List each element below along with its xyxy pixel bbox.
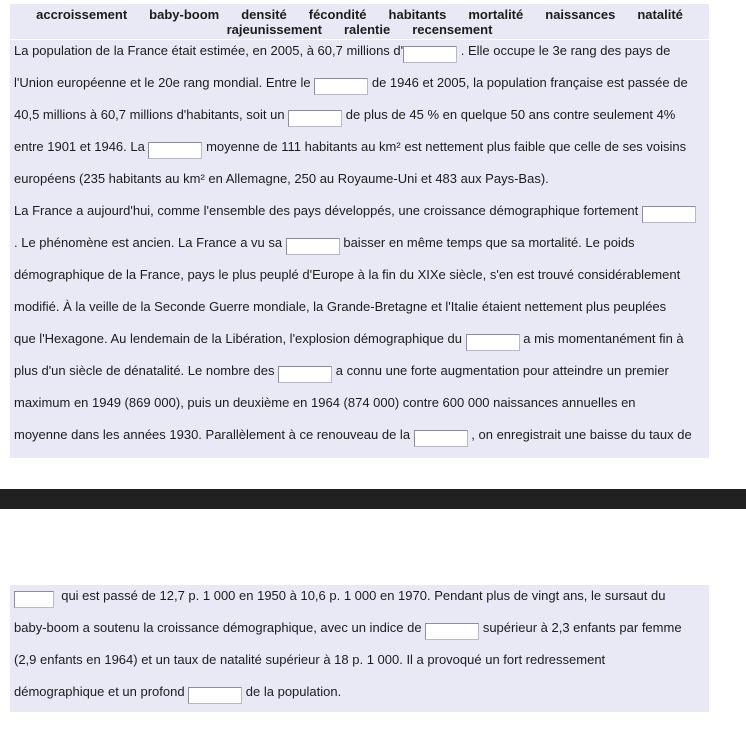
- passage-text: , on enregistrait une baisse du taux de: [467, 427, 692, 442]
- passage-bottom: [10, 585, 709, 712]
- word-bank-item: ralentie: [343, 22, 391, 37]
- cloze-blank-12[interactable]: [188, 687, 242, 704]
- word-bank-item: mortalité: [468, 7, 524, 22]
- passage-line: [14, 291, 709, 323]
- word-bank-item: natalité: [637, 7, 683, 22]
- passage-text: entre 1901 et 1946. La: [14, 139, 149, 154]
- passage-text: . Le phénomène est ancien. La France a vu sa: [14, 235, 286, 250]
- passage-text: 40,5 millions à 60,7 millions d'habitants, soit un: [14, 107, 289, 122]
- word-bank: [10, 4, 709, 39]
- passage-text: qui est passé de 12,7 p. 1 000 en 1950 à 10,6 p. 1 000 en 1970. Pendant plus de vingt ans, le sursaut du: [54, 588, 666, 603]
- passage-text: que l'Hexagone. Au lendemain de la Libération, l'explosion démographique du: [14, 331, 466, 346]
- passage-line: [14, 259, 709, 291]
- word-bank-item: naissances: [545, 7, 616, 22]
- word-bank-item: densité: [241, 7, 287, 22]
- passage-line: [14, 676, 709, 708]
- cloze-blank-5[interactable]: [642, 206, 696, 223]
- cloze-blank-9[interactable]: [414, 430, 468, 447]
- passage-line: [14, 227, 709, 259]
- passage-line: [14, 99, 709, 131]
- passage-lines: [14, 40, 709, 451]
- passage-line: [14, 323, 709, 355]
- cloze-blank-10[interactable]: [14, 591, 54, 608]
- cloze-blank-6[interactable]: [286, 238, 340, 255]
- passage-text: a mis momentanément fin à: [519, 331, 684, 346]
- passage-line: [14, 40, 709, 67]
- passage-text: de plus de 45 % en quelque 50 ans contre seulement 4%: [342, 107, 676, 122]
- word-bank-item: recensement: [412, 22, 493, 37]
- passage-text: européens (235 habitants au km² en Allemagne, 250 au Royaume-Uni et 483 aux Pays-Bas).: [14, 171, 549, 186]
- passage-text: de 1946 et 2005, la population française est passée de: [368, 75, 688, 90]
- passage-top: [10, 40, 709, 458]
- passage-line: [14, 131, 709, 163]
- page-break-divider: [0, 489, 746, 509]
- passage-text: . Elle occupe le 3e rang des pays de: [457, 43, 671, 58]
- word-bank-row: [10, 7, 709, 22]
- passage-text: La France a aujourd'hui, comme l'ensemble des pays développés, une croissance démographique fortement: [14, 203, 642, 218]
- passage-text: démographique de la France, pays le plus peuplé d'Europe à la fin du XIXe siècle, s'en est trouvé considérablement: [14, 267, 681, 282]
- passage-text: supérieur à 2,3 enfants par femme: [479, 620, 682, 635]
- passage-text: démographique et un profond: [14, 684, 189, 699]
- word-bank-item: fécondité: [308, 7, 367, 22]
- passage-line: [14, 67, 709, 99]
- passage-line: [14, 612, 709, 644]
- passage-text: baisser en même temps que sa mortalité. Le poids: [339, 235, 635, 250]
- passage-lines: [14, 585, 709, 708]
- passage-text: moyenne de 111 habitants au km² est nettement plus faible que celle de ses voisins: [202, 139, 687, 154]
- cloze-blank-8[interactable]: [278, 366, 332, 383]
- passage-text: La population de la France était estimée, en 2005, à 60,7 millions d': [14, 43, 404, 58]
- passage-text: a connu une forte augmentation pour atteindre un premier: [332, 363, 669, 378]
- cloze-blank-1[interactable]: [403, 46, 457, 63]
- cloze-blank-4[interactable]: [148, 142, 202, 159]
- cloze-blank-2[interactable]: [314, 78, 368, 95]
- passage-text: (2,9 enfants en 1964) et un taux de natalité supérieur à 18 p. 1 000. Il a provoqué un fort redressement: [14, 652, 606, 667]
- word-bank-item: accroissement: [36, 7, 128, 22]
- passage-line: [14, 163, 709, 195]
- passage-line: [14, 644, 709, 676]
- passage-text: l'Union européenne et le 20e rang mondial. Entre le: [14, 75, 315, 90]
- word-bank-item: rajeunissement: [226, 22, 322, 37]
- cloze-blank-11[interactable]: [425, 623, 479, 640]
- word-bank-item: baby-boom: [149, 7, 220, 22]
- passage-text: baby-boom a soutenu la croissance démographique, avec un indice de: [14, 620, 426, 635]
- passage-line: [14, 195, 709, 227]
- word-bank-item: habitants: [388, 7, 447, 22]
- passage-text: de la population.: [242, 684, 342, 699]
- passage-text: modifié. À la veille de la Seconde Guerre mondiale, la Grande-Bretagne et l'Italie étaient nettement plus peuplées: [14, 299, 667, 314]
- passage-line: [14, 419, 709, 451]
- passage-line: [14, 355, 709, 387]
- passage-line: [14, 585, 709, 612]
- word-bank-row: [10, 22, 709, 37]
- cloze-blank-3[interactable]: [288, 110, 342, 127]
- passage-text: maximum en 1949 (869 000), puis un deuxième en 1964 (874 000) contre 600 000 naissances annuelles en: [14, 395, 636, 410]
- passage-line: [14, 387, 709, 419]
- passage-text: moyenne dans les années 1930. Parallèlement à ce renouveau de la: [14, 427, 414, 442]
- passage-text: plus d'un siècle de dénatalité. Le nombre des: [14, 363, 279, 378]
- cloze-blank-7[interactable]: [466, 334, 520, 351]
